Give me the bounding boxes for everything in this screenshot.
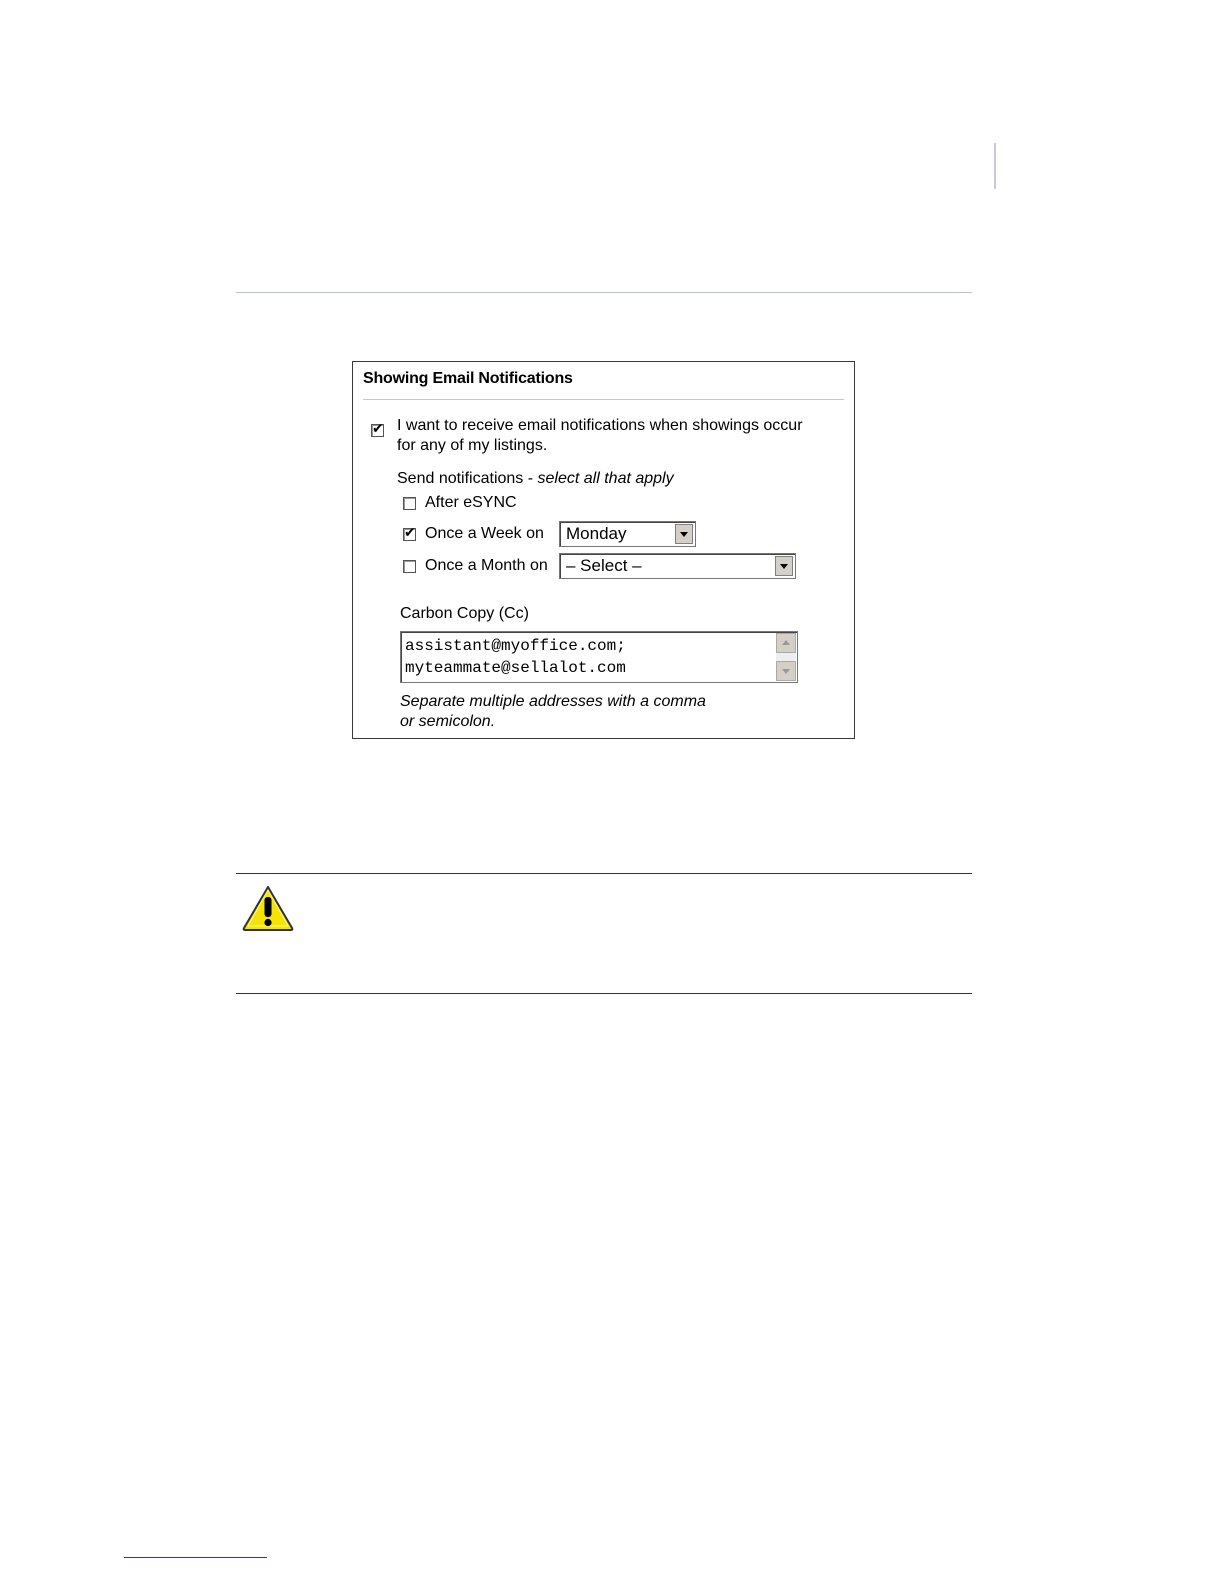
margin-change-bar <box>994 143 996 189</box>
note-bottom-rule <box>236 993 972 994</box>
send-notifications-label <box>397 469 674 489</box>
cc-textarea[interactable] <box>400 631 798 683</box>
weekly-checkbox[interactable] <box>403 525 416 541</box>
send-notifications-hint: select all that apply <box>537 470 674 487</box>
scroll-up-icon[interactable] <box>776 633 796 653</box>
cc-hint-line2: or semicolon. <box>400 713 496 730</box>
monthly-day-select[interactable] <box>559 553 796 579</box>
scroll-down-icon[interactable] <box>776 661 796 681</box>
weekly-label: Once a Week on <box>425 525 544 542</box>
cc-scrollbar[interactable] <box>776 633 796 681</box>
warning-icon <box>241 884 295 932</box>
monthly-label: Once a Month on <box>425 557 548 574</box>
chevron-down-icon[interactable] <box>775 556 793 576</box>
panel-divider <box>363 399 844 400</box>
checkmark-icon: ✔ <box>372 421 384 437</box>
weekly-day-value: Monday <box>566 524 627 543</box>
cc-hint-line1: Separate multiple addresses with a comma <box>400 693 706 710</box>
email-notifications-panel <box>352 361 855 739</box>
section-rule <box>236 292 972 293</box>
monthly-checkbox[interactable] <box>403 560 416 573</box>
monthly-day-value: – Select – <box>566 556 642 575</box>
cc-value-line2: myteammate@sellalot.com <box>405 659 626 677</box>
receive-notifications-label-line2: for any of my listings. <box>397 437 548 454</box>
after-esync-label: After eSYNC <box>425 494 517 511</box>
panel-title: Showing Email Notifications <box>363 370 573 387</box>
receive-notifications-label-line1: I want to receive email notifications when showings occur <box>397 417 803 434</box>
cc-value-line1: assistant@myoffice.com; <box>405 637 626 655</box>
footnote-rule <box>124 1557 267 1558</box>
cc-value <box>405 635 626 679</box>
weekly-day-select[interactable] <box>559 521 696 547</box>
cc-label: Carbon Copy (Cc) <box>400 605 529 622</box>
note-top-rule <box>236 873 972 874</box>
chevron-down-icon[interactable] <box>675 524 693 544</box>
receive-notifications-checkbox[interactable] <box>371 421 384 437</box>
checkmark-icon: ✔ <box>404 525 416 541</box>
after-esync-checkbox[interactable] <box>403 497 416 510</box>
send-notifications-text: Send notifications - <box>397 470 538 487</box>
